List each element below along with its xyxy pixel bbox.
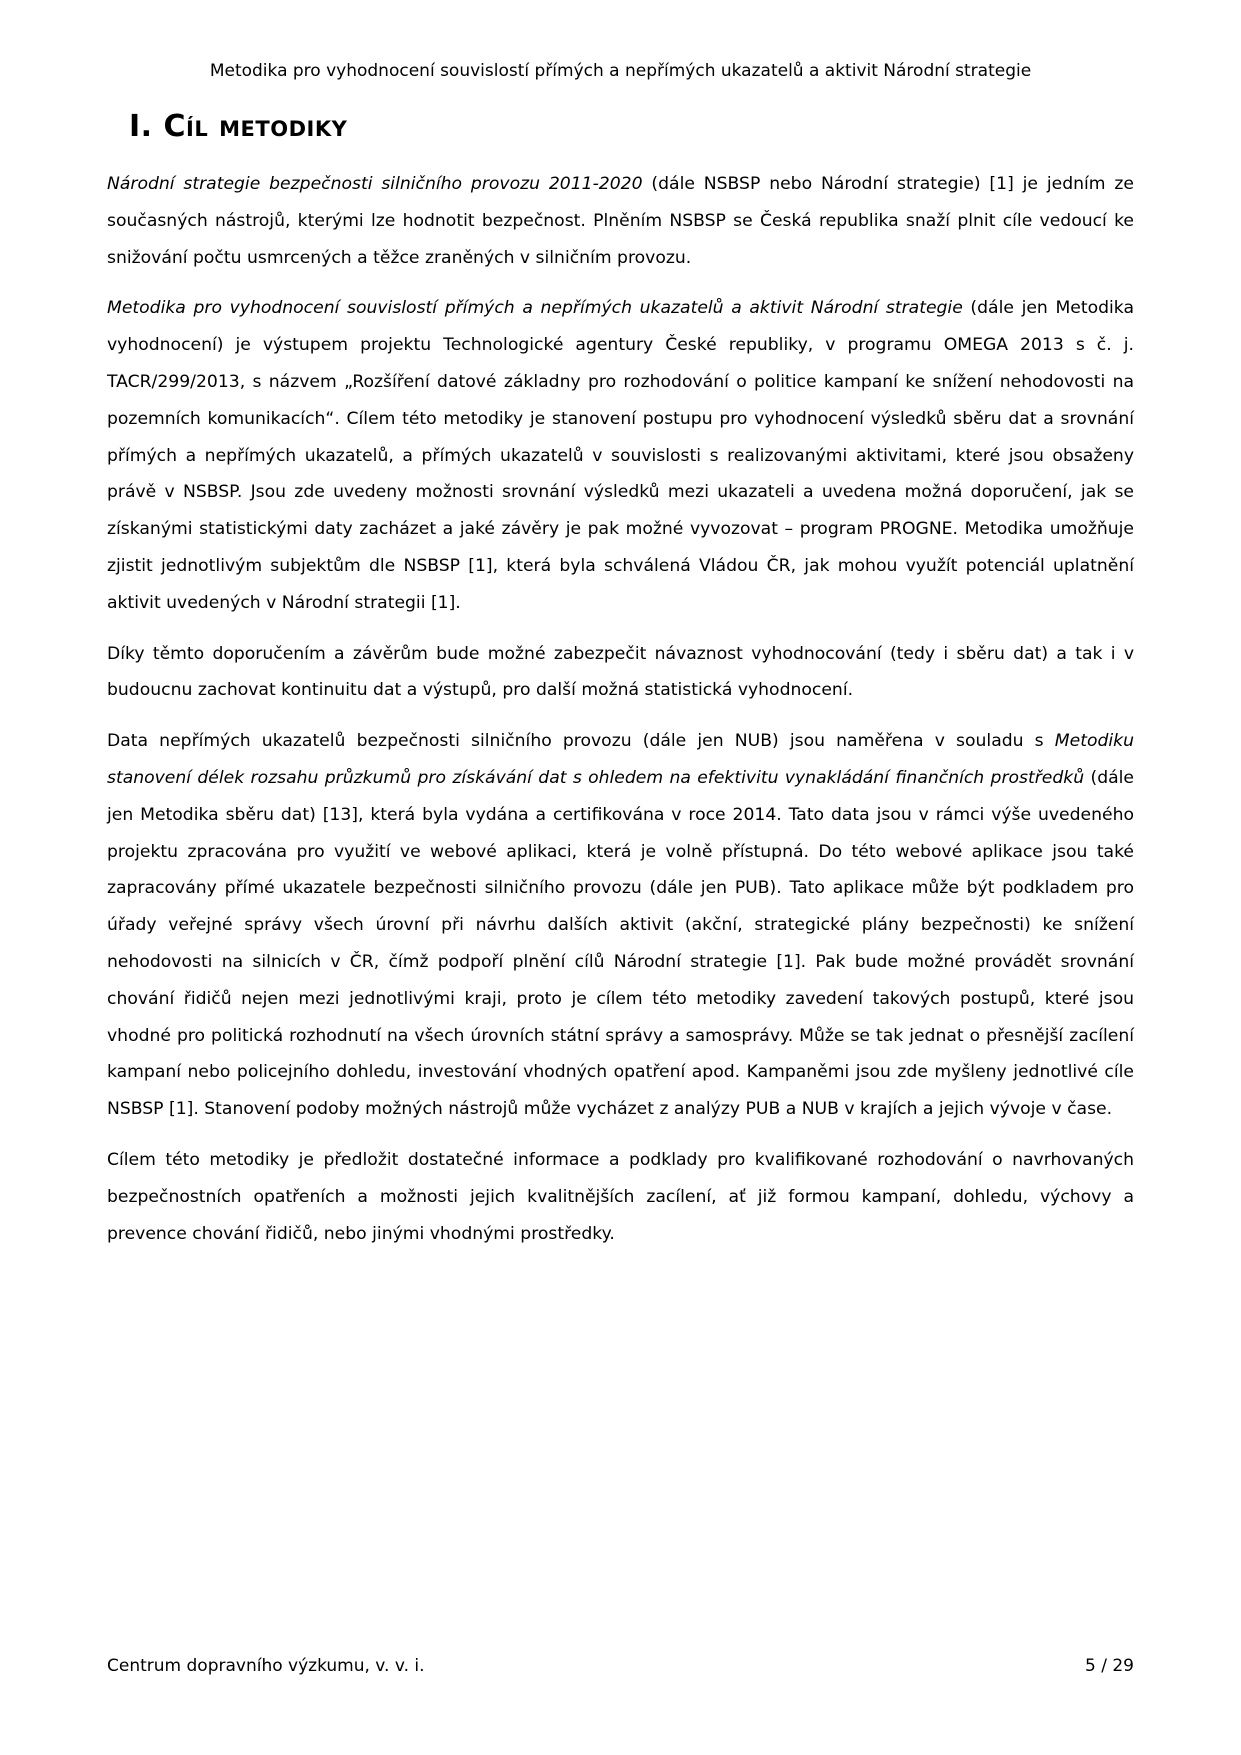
body-paragraph — [107, 723, 1134, 1128]
body-paragraph — [107, 290, 1134, 621]
body-paragraph — [107, 1142, 1134, 1252]
footer-page-number: 5 / 29 — [1085, 1656, 1134, 1676]
text-segment: Cílem této metodiky je předložit dostatečné informace a podklady pro kvalifikované rozhodování o navrhovaných bezpečnostních opatřeních a možnosti jejich kvalitnějších zacílení, ať již formou kampaní, dohledu, výchovy a prevence chování řidičů, nebo jinými vhodnými prostředky. — [107, 1149, 1134, 1244]
running-title: Metodika pro vyhodnocení souvislostí přímých a nepřímých ukazatelů a aktivit Národní strategie — [209, 61, 1032, 81]
body-paragraph — [107, 166, 1134, 276]
italic-text-segment: Metodika pro vyhodnocení souvislostí přímých a nepřímých ukazatelů a aktivit Národní strategie — [107, 298, 963, 319]
italic-text-segment: Metodiku stanovení délek rozsahu průzkumů pro získávání dat s ohledem na efektivitu vynakládání finančních prostředků — [107, 731, 1134, 788]
text-segment: Díky těmto doporučením a závěrům bude možné zabezpečit návaznost vyhodnocování (tedy i sběru dat) a tak i v budoucnu zachovat kontinuitu dat a výstupů, pro další možná statistická vyhodnocení. — [107, 643, 1134, 701]
document-body — [107, 166, 1134, 1252]
italic-text-segment: Národní strategie bezpečnosti silničního provozu 2011-2020 — [107, 174, 643, 194]
section-heading: I. Cíl metodiky — [129, 109, 348, 144]
text-segment: Data nepřímých ukazatelů bezpečnosti silničního provozu (dále jen NUB) jsou naměřena v souladu s — [107, 731, 1055, 752]
body-paragraph — [107, 636, 1134, 710]
text-segment: (dále jen Metodika sběru dat) [13], která byla vydána a certifikována v roce 2014. Tato data jsou v rámci výše uvedeného projektu zpracována pro využití ve webové aplikaci, která je volně přístupná. Do této webové aplikace jsou také zapracovány přímé ukazatele bezpečnosti silničního provozu (dále jen PUB). Tato aplikace může být podkladem pro úřady veřejné správy všech úrovní při návrhu dalších aktivit (akční, strategické plány bezpečnosti) ke snížení nehodovosti na silnicích v ČR, čímž podpoří plnění cílů Národní strategie [1]. Pak bude možné provádět srovnání chování řidičů nejen mezi jednotlivými kraji, proto je cílem této metodiky zavedení takových postupů, které jsou vhodné pro politická rozhodnutí na všech úrovních státní správy a samosprávy. Může se tak jednat o přesnější zacílení kampaní nebo policejního dohledu, investování vhodných opatření apod. Kampaněmi jsou zde myšleny jednotlivé cíle NSBSP [1]. Stanovení podoby možných nástrojů může vycházet z analýzy PUB a NUB v krajích a jejich vývoje v čase. — [107, 767, 1134, 1120]
page-footer — [107, 1655, 1134, 1677]
text-segment: (dále NSBSP nebo Národní strategie) [1] je jedním ze současných nástrojů, kterými lze hodnotit bezpečnost. Plněním NSBSP se Česká republika snaží plnit cíle vedoucí ke snižování počtu usmrcených a těžce zraněných v silničním provozu. — [107, 174, 1134, 268]
text-segment: (dále jen Metodika vyhodnocení) je výstupem projektu Technologické agentury České republiky, v programu OMEGA 2013 s č. j. TACR/299/2013, s názvem „Rozšíření datové základny pro rozhodování o politice kampaní ke snížení nehodovosti na pozemních komunikacích“. Cílem této metodiky je stanovení postupu pro vyhodnocení výsledků sběru dat a srovnání přímých a nepřímých ukazatelů, a přímých ukazatelů v souvislosti s realizovanými aktivitami, které jsou obsaženy právě v NSBSP. Jsou zde uvedeny možnosti srovnání výsledků mezi ukazateli a uvedena možná doporučení, jak se získanými statistickými daty zacházet a jaké závěry je pak možné vyvozovat – program PROGNE. Metodika umožňuje zjistit jednotlivým subjektům dle NSBSP [1], která byla schválená Vládou ČR, jak mohou využít potenciál uplatnění aktivit uvedených v Národní strategii [1]. — [107, 298, 1134, 613]
footer-organization: Centrum dopravního výzkumu, v. v. i. — [107, 1656, 425, 1676]
